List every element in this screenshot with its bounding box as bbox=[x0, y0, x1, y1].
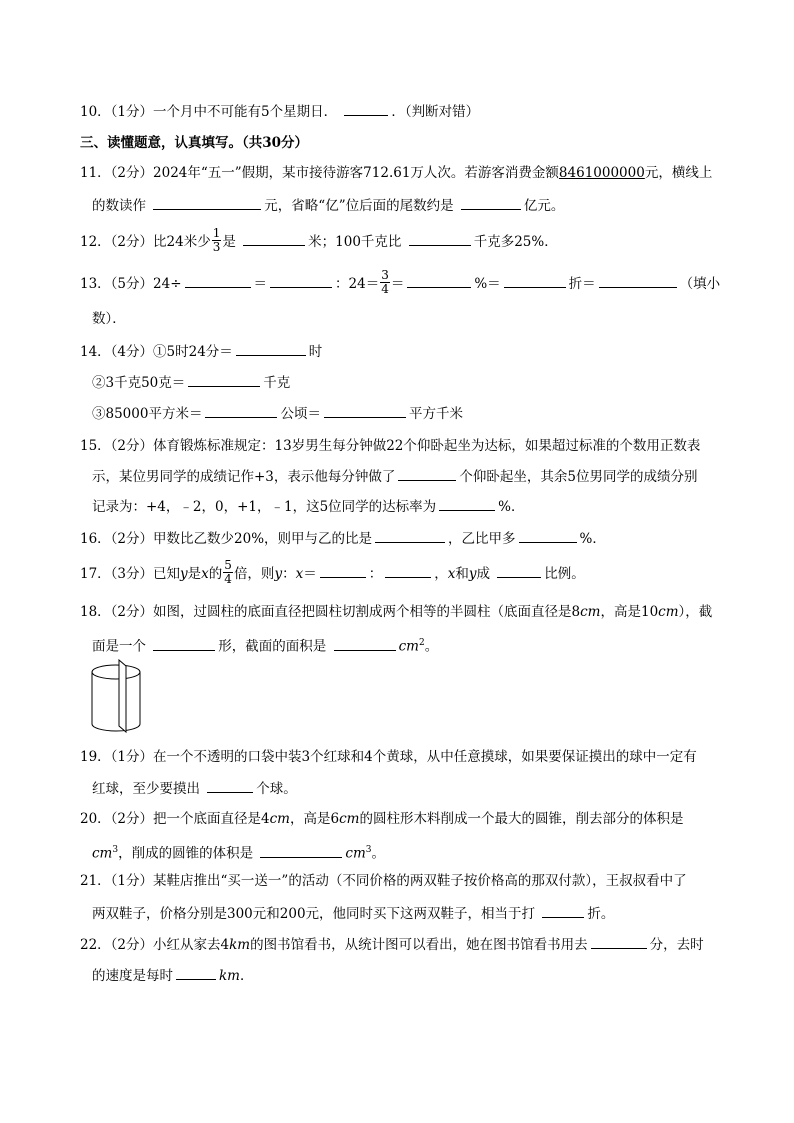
answer-blank[interactable] bbox=[324, 403, 406, 418]
question-14: 14．（4分）①5时24分＝ 时 bbox=[80, 341, 322, 362]
question-11-line2: 的数读作 元，省略“亿”位后面的尾数约是 亿元。 bbox=[92, 195, 564, 216]
answer-blank[interactable] bbox=[497, 563, 541, 578]
question-15: 15．（2分）体育锻炼标准规定：13岁男生每分钟做22个仰卧起坐为达标，如果超过标准的个数用正数表 bbox=[80, 438, 701, 454]
question-10: 10．（1分）一个月中不可能有5个星期日． ．（判断对错） bbox=[80, 101, 479, 122]
question-20-line2: $cm^3$，削成的圆锥的体积是 $cm^3$。 bbox=[92, 840, 385, 864]
answer-blank[interactable] bbox=[407, 273, 471, 288]
question-11: 11．（2分）2024年“五一”假期，某市接待游客712.61万人次。若游客消费金额8461000000元，横线上 bbox=[80, 165, 713, 181]
fraction: $\frac{5}{4}$ bbox=[224, 558, 232, 586]
question-21: 21．（1分）某鞋店推出“买一送一”的活动（不同价格的两双鞋子按价格高的那双付款），王叔叔看中了 bbox=[80, 873, 687, 889]
answer-blank[interactable] bbox=[398, 466, 456, 481]
question-22: 22．（2分）小红从家去4km的图书馆看书，从统计图可以看出，她在图书馆看书用去 分，去时 bbox=[80, 934, 704, 955]
answer-blank[interactable] bbox=[334, 636, 396, 651]
question-21-line2: 两双鞋子，价格分别是300元和200元，他同时买下这两双鞋子，相当于打 折。 bbox=[92, 903, 614, 924]
answer-blank[interactable] bbox=[320, 563, 366, 578]
answer-blank[interactable] bbox=[409, 231, 471, 246]
answer-blank[interactable] bbox=[185, 273, 251, 288]
question-13: 13．（5分）24÷ ＝ ：24＝ $\frac{3}{4}$ ＝ %＝ 折＝ （填小 bbox=[80, 268, 721, 296]
answer-blank[interactable] bbox=[504, 273, 566, 288]
cylinder-figure bbox=[88, 658, 152, 736]
question-16: 16．（2分）甲数比乙数少20%，则甲与乙的比是 ，乙比甲多 %． bbox=[80, 528, 606, 549]
answer-blank[interactable] bbox=[207, 778, 253, 793]
answer-blank[interactable] bbox=[153, 195, 261, 210]
answer-blank[interactable] bbox=[375, 528, 445, 543]
question-20: 20．（2分）把一个底面直径是4cm，高是6cm的圆柱形木料削成一个最大的圆锥，削去部分的体积是 bbox=[80, 811, 684, 827]
answer-blank[interactable] bbox=[188, 372, 260, 387]
answer-blank[interactable] bbox=[385, 563, 431, 578]
answer-blank[interactable] bbox=[260, 843, 342, 858]
question-13-line2: 数）． bbox=[92, 311, 126, 327]
question-15-line2: 示，某位男同学的成绩记作+3，表示他每分钟做了 个仰卧起坐，其余5位男同学的成绩分别 bbox=[92, 466, 698, 487]
answer-blank[interactable] bbox=[236, 341, 306, 356]
answer-blank[interactable] bbox=[176, 965, 216, 980]
fraction: $\frac{3}{4}$ bbox=[381, 268, 389, 296]
answer-blank[interactable] bbox=[243, 231, 305, 246]
answer-blank[interactable] bbox=[591, 934, 647, 949]
question-18-line2: 面是一个 形，截面的面积是 $cm^2$。 bbox=[92, 633, 438, 657]
question-22-line2: 的速度是每时 km． bbox=[92, 965, 253, 986]
answer-blank[interactable] bbox=[519, 528, 577, 543]
answer-blank[interactable] bbox=[344, 101, 388, 116]
answer-blank[interactable] bbox=[270, 273, 332, 288]
section-title: 三、读懂题意，认真填写。（共30分） bbox=[80, 135, 309, 151]
answer-blank[interactable] bbox=[205, 403, 277, 418]
question-15-line3: 记录为：+4，﹣2，0，+1，﹣1，这5位同学的达标率为 %． bbox=[92, 496, 525, 517]
question-12: 12．（2分）比24米少 $\frac{1}{3}$ 是 米；100千克比 千克多25%． bbox=[80, 226, 558, 254]
fraction: $\frac{1}{3}$ bbox=[212, 226, 221, 254]
question-19-line2: 红球，至少要摸出 个球。 bbox=[92, 778, 297, 799]
answer-blank[interactable] bbox=[439, 496, 495, 511]
question-18: 18．（2分）如图，过圆柱的底面直径把圆柱切割成两个相等的半圆柱（底面直径是8cm，高是10cm），截 bbox=[80, 604, 713, 620]
question-14-c: ③85000平方米＝ 公顷＝ 平方千米 bbox=[92, 403, 463, 424]
answer-blank[interactable] bbox=[153, 636, 215, 651]
answer-blank[interactable] bbox=[461, 195, 521, 210]
answer-blank[interactable] bbox=[599, 273, 677, 288]
question-17: 17．（3分）已知y是x的 $\frac{5}{4}$ 倍，则y：x＝ ： ，x和y成 比例。 bbox=[80, 558, 585, 586]
answer-blank[interactable] bbox=[542, 903, 584, 918]
question-19: 19．（1分）在一个不透明的口袋中装3个红球和4个黄球，从中任意摸球，如果要保证摸出的球中一定有 bbox=[80, 749, 697, 765]
question-14-b: ②3千克50克＝ 千克 bbox=[92, 372, 290, 393]
underlined-number: 8461000000 bbox=[558, 165, 645, 181]
